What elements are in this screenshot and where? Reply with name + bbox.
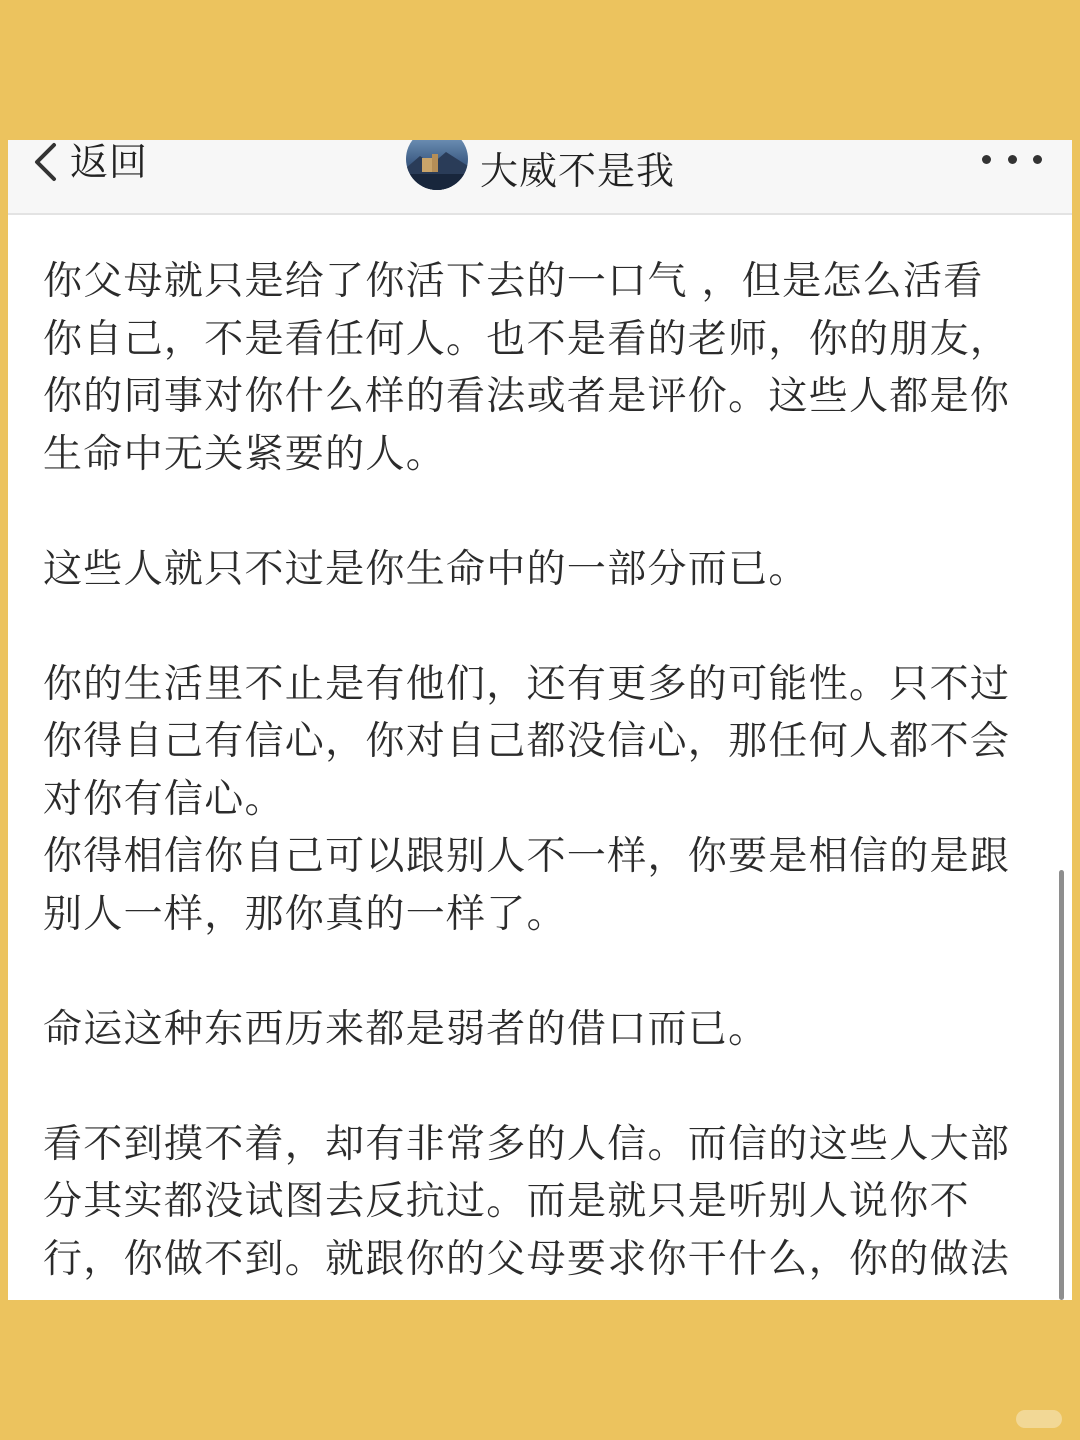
more-dots-icon <box>1008 155 1017 164</box>
paragraph: 你父母就只是给了你活下去的一口气 ，但是怎么活看 你自己，不是看任何人。也不是看的老师，你的朋友， 你的同事对你什么样的看法或者是评价。这些人都是你 生命中无关紧要的人。 <box>43 259 1011 477</box>
paragraph-spacer <box>43 598 1033 656</box>
paragraph: 这些人就只不过是你生命中的一部分而已。 <box>43 546 809 592</box>
note-body <box>43 253 1033 1288</box>
back-label: 返回 <box>70 140 149 184</box>
profile-header[interactable] <box>406 140 675 195</box>
avatar[interactable] <box>406 140 468 190</box>
paragraph-spacer <box>43 943 1033 1001</box>
chevron-left-icon <box>32 142 60 182</box>
profile-name[interactable]: 大威不是我 <box>480 149 676 193</box>
watermark-badge <box>1016 1410 1062 1428</box>
back-button[interactable] <box>32 140 148 184</box>
paragraph: 你得相信你自己可以跟别人不一样，你要是相信的是跟 别人一样，那你真的一样了。 <box>43 834 1011 937</box>
note-card <box>8 140 1072 1300</box>
more-options-button[interactable] <box>982 152 1042 166</box>
scrollbar[interactable] <box>1059 870 1064 1300</box>
paragraph: 看不到摸不着，却有非常多的人信。而信的这些人大部 分其实都没试图去反抗过。而是就只是听别人说你不 行，你做不到。就跟你的父母要求你干什么，你的做法 <box>43 1121 1011 1282</box>
more-dots-icon <box>1033 155 1042 164</box>
paragraph: 命运这种东西历来都是弱者的借口而已。 <box>43 1006 769 1052</box>
more-dots-icon <box>982 155 991 164</box>
paragraph-spacer <box>43 483 1033 541</box>
top-navbar <box>8 140 1072 215</box>
paragraph-spacer <box>43 1058 1033 1116</box>
paragraph: 你的生活里不止是有他们，还有更多的可能性。只不过 你得自己有信心，你对自己都没信心，那任何人都不会 对你有信心。 <box>43 661 1011 822</box>
